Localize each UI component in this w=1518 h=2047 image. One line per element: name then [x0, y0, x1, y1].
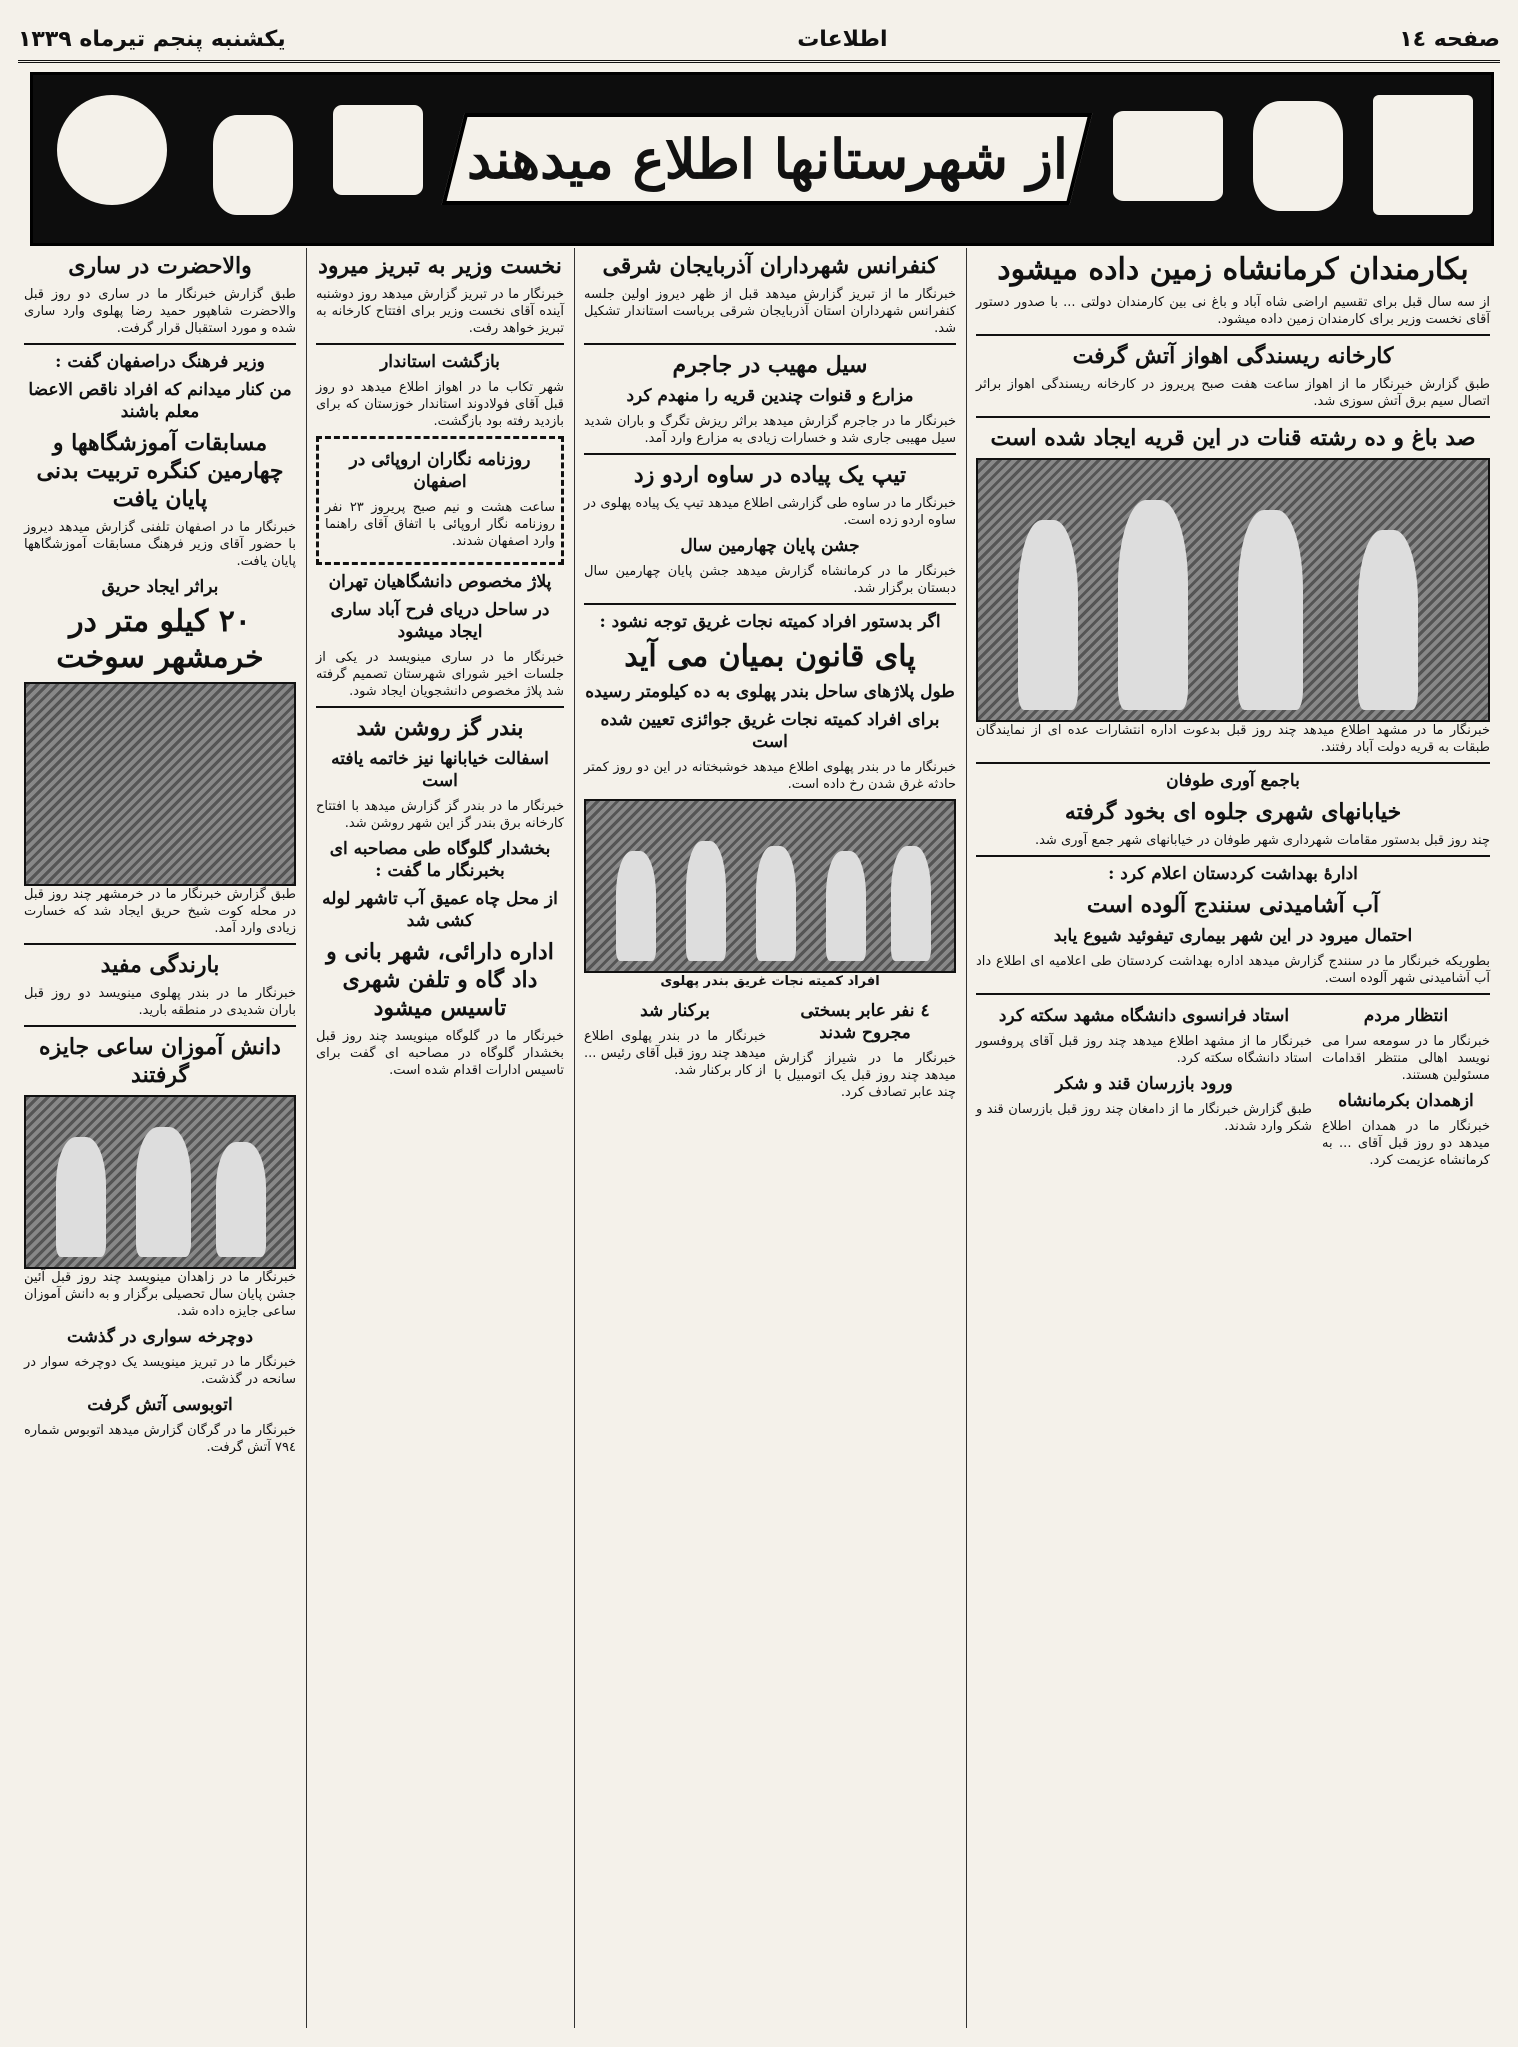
article-body: خبرنگار ما در ساوه طی گزارشی اطلاع میدهد تیپ یک پیاده پهلوی در ساوه اردو زده است.: [584, 496, 956, 528]
column-rule: [966, 248, 967, 2028]
paper-name: اطلاعات: [797, 26, 888, 52]
kicker: ادارهٔ بهداشت کردستان اعلام کرد :: [1108, 864, 1358, 884]
telephone-operator-art: [213, 115, 293, 215]
person-figure: [216, 1142, 266, 1257]
article-body: خبرنگار ما در اصفهان تلفنی گزارش میدهد دیروز با حضور آقای وزیر فرهنگ مسابقات آموزشگاهها پایان یافت.: [24, 520, 296, 569]
article: [976, 1001, 1312, 1175]
headline: صد باغ و ده رشته قنات در این قریه ایجاد شده است: [990, 425, 1476, 451]
rule: [584, 453, 956, 455]
issue-date: یکشنبه پنجم تیرماه ۱۳۳۹: [18, 26, 286, 52]
headline: بندر گز روشن شد: [356, 715, 524, 741]
article-body: خبرنگار ما در سومعه سرا می نویسد اهالی منتظر اقدامات مسئولین هستند.: [1322, 1034, 1490, 1083]
rule: [976, 993, 1490, 995]
person-figure: [756, 846, 796, 961]
column-rule: [306, 248, 307, 2028]
bottom-center-row: [584, 996, 956, 1107]
reporter-art: [333, 105, 423, 195]
column-right: [976, 248, 1490, 1175]
fire-photo: [24, 682, 296, 886]
headline: سیل مهیب در جاجرم: [672, 352, 868, 378]
headline: اداره دارائی، شهر بانی و داد گاه و تلفن شهری تاسیس میشود: [326, 939, 554, 1021]
article-body: خبرنگار ما در بندر پهلوی مینویسد دو روز قبل باران شدیدی در منطقه بارید.: [24, 986, 296, 1018]
page-number: صفحه ۱٤: [1399, 26, 1500, 52]
headline: انتظار مردم: [1363, 1006, 1449, 1026]
headline: کنفرانس شهرداران آذربایجان شرقی: [602, 253, 938, 279]
article-body: خبرنگار ما در شیراز گزارش میدهد چند روز قبل یک اتومبیل با چند عابر تصادف کرد.: [774, 1051, 956, 1100]
article: [774, 996, 956, 1107]
rule: [584, 603, 956, 605]
article-body: طبق گزارش خبرنگار ما از اهواز ساعت هفت صبح پریروز در کارخانه ریسندگی اهواز براثر اتصال سیم برق آتش سوزی شد.: [976, 377, 1490, 409]
subheadline: خیابانهای شهری جلوه ای بخود گرفته: [1064, 799, 1402, 825]
headline: بازگشت استاندار: [380, 352, 500, 372]
village-photo: [976, 458, 1490, 722]
article-body: شهر تکاب ما در اهواز اطلاع میدهد دو روز قبل آقای فولادوند استاندار خوزستان که برای بازدید رفته بود بازگشت.: [316, 380, 564, 429]
kicker: وزیر فرهنگ دراصفهان گفت :: [55, 352, 265, 372]
article-body: چند روز قبل بدستور مقامات شهرداری شهر طوفان در خیابانهای شهر جمع آوری شد.: [1034, 833, 1490, 848]
person-figure: [616, 851, 656, 961]
rule: [976, 762, 1490, 764]
article-body: خبرنگار ما در تبریز گزارش میدهد روز دوشنبه آینده آقای نخست وزیر برای افتتاح کارخانه به تبریز خواهد رفت.: [316, 287, 564, 336]
banner-title-box: [442, 113, 1093, 205]
headline: والاحضرت در ساری: [68, 253, 252, 279]
headline: روزنامه نگاران اروپائی در اصفهان: [349, 450, 531, 492]
headline: باجمع آوری طوفان: [1166, 771, 1300, 791]
headline: ٤ نفر عابر بسختی مجروح شدند: [800, 1001, 930, 1043]
kicker: براثر ایجاد حریق: [101, 577, 219, 597]
article-body: خبرنگار ما در بندر پهلوی اطلاع میدهد خوشبختانه در این دو روز کمتر حادثه غرق شدن رخ داده است.: [584, 760, 956, 792]
person-figure: [1238, 510, 1303, 710]
headline: پای قانون بمیان می آید: [624, 639, 916, 674]
newspaper-page: [18, 18, 1500, 2028]
article-body: از سه سال قبل برای تقسیم اراضی شاه آباد و باغ نی بین کارمندان دولتی ... با صدور دستور آقای نخست وزیر برای کارمندان زمین داده میشود.: [976, 295, 1490, 327]
rule: [24, 943, 296, 945]
article-body: خبرنگار ما در ساری مینویسد در یکی از جلسات اخیر شورای شهرستان تصمیم گرفته شد پلاژ مخصوص دانشجویان ایجاد شود.: [316, 650, 564, 699]
headline: دانش آموزان ساعی جایزه گرفتند: [39, 1034, 281, 1088]
headline: جشن پایان چهارمین سال: [680, 536, 860, 556]
article-body: ساعت هشت و نیم صبح پریروز ۲۳ نفر روزنامه نگار اروپائی با اتفاق آقای راهنما وارد اصفهان شدند.: [325, 500, 555, 549]
person-figure: [686, 841, 726, 961]
person-figure: [136, 1127, 191, 1257]
kicker: بخشدار گلوگاه طی مصاحبه ای بخبرنگار ما گفت :: [329, 839, 551, 881]
bottom-right-row: [976, 1001, 1490, 1175]
person-figure: [1358, 530, 1418, 710]
photo-caption: افراد کمیته نجات غریق بندر پهلوی: [660, 974, 880, 989]
headline: استاد فرانسوی دانشگاه مشهد سکته کرد: [998, 1006, 1290, 1026]
headline: آب آشامیدنی سنندج آلوده است: [1086, 892, 1380, 918]
rule: [584, 343, 956, 345]
newsman-art: [1253, 101, 1343, 211]
photo-caption: خبرنگار ما در مشهد اطلاع میدهد چند روز قبل بدعوت اداره انتشارات عده ای از نمایندگان طبقات به قریه دولت آباد رفتند.: [976, 723, 1490, 755]
headline: دوچرخه سواری در گذشت: [66, 1327, 254, 1347]
boxed-article: [316, 436, 564, 565]
headline: مسابقات آموزشگاهها و چهارمین کنگره تربیت بدنی پایان یافت: [36, 430, 284, 512]
article-body: خبرنگار ما در تبریز مینویسد یک دوچرخه سوار در سانحه در گذشت.: [24, 1355, 296, 1387]
subkicker: از محل چاه عمیق آب تاشهر لوله کشی شد: [322, 889, 558, 931]
article-body: خبرنگار ما در بندر پهلوی اطلاع میدهد چند روز قبل آقای رئیس ... از کار برکنار شد.: [584, 1029, 766, 1078]
column-left: [24, 248, 296, 1462]
article-body: طبق گزارش خبرنگار ما در ساری دو روز قبل والاحضرت شاهپور حمید رضا پهلوی وارد ساری شده و مورد استقبال قرار گرفت.: [24, 287, 296, 336]
headline: اتوبوسی آتش گرفت: [87, 1395, 233, 1415]
banner-title: از شهرستانها اطلاع میدهند: [466, 127, 1068, 191]
rule: [976, 416, 1490, 418]
article-body: خبرنگار ما از تبریز گزارش میدهد قبل از ظهر دیروز اولین جلسه کنفرانس شهرداران استان آذربایجان شرقی بریاست استاندار تشکیل شد.: [584, 287, 956, 336]
rule: [316, 343, 564, 345]
article-body: خبرنگار ما در بندر گز گزارش میدهد با افتتاح کارخانه برق بندر گز این شهر روشن شد.: [316, 799, 564, 831]
article-body: خبرنگار ما از مشهد اطلاع میدهد چند روز قبل آقای پروفسور استاد دانشگاه سکته کرد.: [976, 1034, 1312, 1066]
rule: [976, 855, 1490, 857]
subheadline: در ساحل دریای فرح آباد ساری ایجاد میشود: [330, 600, 550, 642]
radio-tower-art: [57, 95, 167, 205]
section-banner: [30, 72, 1494, 246]
photo-caption: طبق گزارش خبرنگار ما در خرمشهر چند روز قبل در محله کوت شیخ حریق ایجاد شد که خسارت زیادی وارد آمد.: [24, 887, 296, 936]
antenna-art: [1373, 95, 1473, 215]
headline: پلاژ مخصوص دانشگاهیان تهران: [328, 572, 552, 592]
article-body: خبرنگار ما در گرگان گزارش میدهد اتوبوس شماره ۷۹٤ آتش گرفت.: [24, 1423, 296, 1455]
headline: بکارمندان کرمانشاه زمین داده میشود: [997, 252, 1469, 287]
subheadline: احتمال میرود در این شهر بیماری تیفوئید شیوع یابد: [1053, 926, 1413, 946]
subheadline: اسفالت خیابانها نیز خاتمه یافته است: [331, 749, 549, 791]
article-body: طبق گزارش خبرنگار ما از دامغان چند روز قبل بازرسان قند و شکر وارد شدند.: [976, 1102, 1312, 1134]
subheadline: برای افراد کمیته نجات غریق جوائزی تعیین شده است: [600, 710, 940, 752]
article-body: خبرنگار ما در گلوگاه مینویسد چند روز قبل بخشدار گلوگاه در مصاحبه ای گفت برای تاسیس ادارات اقدام شده است.: [316, 1029, 564, 1078]
article-body: خبرنگار ما در همدان اطلاع میدهد دو روز قبل آقای ... به کرمانشاه عزیمت کرد.: [1322, 1119, 1490, 1168]
headline: بارندگی مفید: [100, 952, 220, 978]
column-center: [584, 248, 956, 1107]
person-figure: [1018, 520, 1078, 710]
headline: تیپ یک پیاده در ساوه اردو زد: [633, 462, 907, 488]
column-center-left: [316, 248, 564, 1085]
subheadline: مزارع و قنوات چندین قریه را منهدم کرد: [626, 386, 914, 406]
photo-caption: خبرنگار ما در زاهدان مینویسد چند روز قبل آئین جشن پایان سال تحصیلی برگزار و به دانش آموزان ساعی جایزه داده شد.: [24, 1270, 296, 1319]
person-figure: [826, 851, 866, 961]
telegraph-art: [1113, 111, 1223, 201]
person-figure: [56, 1137, 106, 1257]
headline: ۲۰ کیلو متر در خرمشهر سوخت: [56, 604, 264, 675]
person-figure: [891, 846, 931, 961]
headline: ازهمدان بکرمانشاه: [1338, 1091, 1474, 1111]
subheadline: طول پلاژهای ساحل بندر پهلوی به ده کیلومتر رسیده: [585, 682, 955, 702]
rescue-team-photo: [584, 799, 956, 973]
kicker: اگر بدستور افراد کمیته نجات غریق توجه نشود :: [599, 612, 941, 632]
page-header: [18, 18, 1500, 63]
person-figure: [1118, 500, 1188, 710]
column-rule: [574, 248, 575, 2028]
rule: [316, 706, 564, 708]
rule: [24, 1025, 296, 1027]
subkicker: من کنار میدانم که افراد ناقص الاعضا معلم باشند: [28, 380, 292, 422]
headline: کارخانه ریسندگی اهواز آتش گرفت: [1072, 343, 1394, 369]
rule: [976, 334, 1490, 336]
article-body: خبرنگار ما در کرمانشاه گزارش میدهد جشن پایان چهارمین سال دبستان برگزار شد.: [584, 564, 956, 596]
article-body: خبرنگار ما در جاجرم گزارش میدهد براثر ریزش تگرگ و باران شدید سیل مهیبی جاری شد و خسارات زیادی به مزارع وارد آمد.: [584, 414, 956, 446]
rule: [24, 343, 296, 345]
headline: ورود بازرسان قند و شکر: [1055, 1074, 1233, 1094]
students-photo: [24, 1095, 296, 1269]
headline: برکنار شد: [640, 1001, 710, 1021]
article: [1322, 1001, 1490, 1175]
article-body: بطوریکه خبرنگار ما در سنندج گزارش میدهد اداره بهداشت کردستان طی اعلامیه ای اطلاع داد آب آشامیدنی شهر آلوده است.: [976, 954, 1490, 986]
article: [584, 996, 766, 1107]
headline: نخست وزیر به تبریز میرود: [318, 253, 562, 279]
